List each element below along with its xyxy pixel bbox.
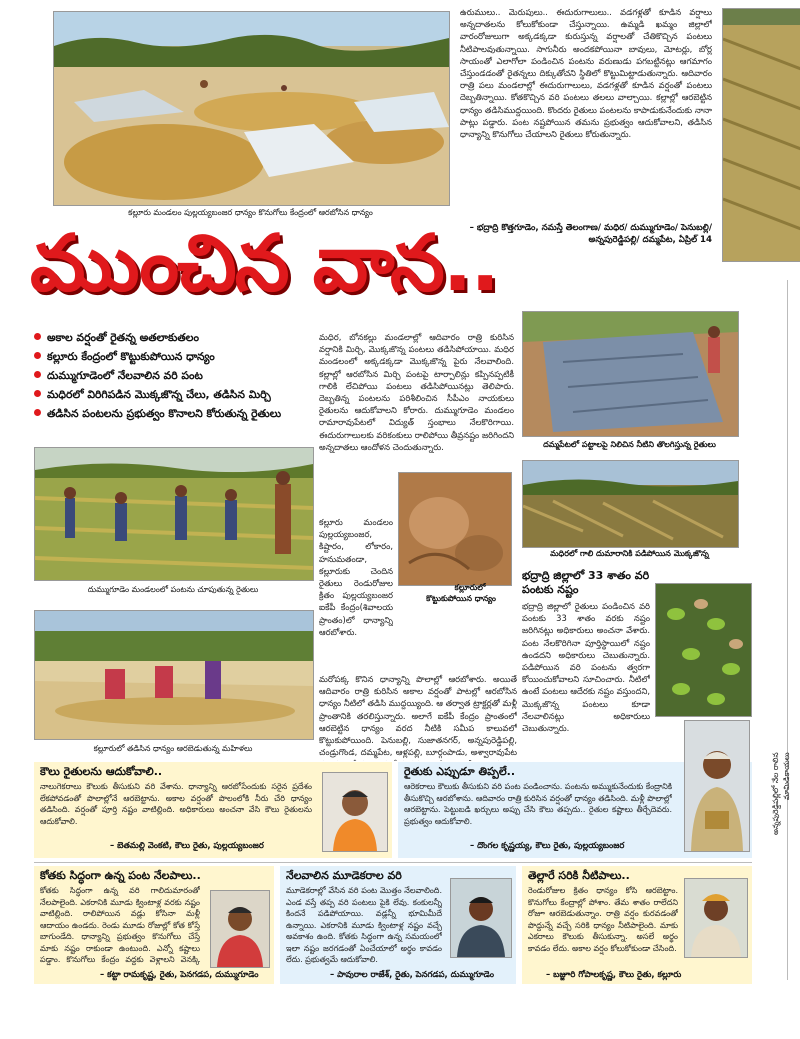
highlight-item <box>34 328 281 347</box>
middle-story-text-b: కల్లూరు మండలం పుల్లయ్యబంజర, కిష్టారం, లోకారం, హనుమతండా, కల్లూరుకు చెందిన రైతులు రెండురోజుల క్రితం పుల్లయ్యబంజర ఐకేపీ కేంద్రం(శివాలయ ప్రాంతం)లో ధాన్యాన్ని ఆరబోశారు. <box>319 517 393 637</box>
highlight-item <box>34 366 281 385</box>
kalluru-grain-photo <box>398 472 512 586</box>
quote-3-text: కోతకు సిద్ధంగా ఉన్న వరి గాలిదుమారంతో నేలపాలైంది. ఎకరానికి మూడు క్వింటాళ్ల వరకు నష్టం వాటిల్లింది. రాలిపోయిన వడ్లు కోసినా మళ్లీ ఆదాయం ఉండదు. రెండు మూడు రోజుల్లో కోత కోస్తే బాగుండేది. ధాన్యాన్ని ప్రభుత్వం కొనుగోలు చేస్తే మాకు నష్టం రాకుండా ఉంటుంది. ఎన్నో కష్టాలు పడ్డాం. కొనుగోలు కేంద్రం వద్దకు వెళ్లాలని వెనక్కి <box>40 886 200 964</box>
bhadradri-title-2: పంటకు నష్టం <box>522 583 579 596</box>
quote-2-portrait <box>684 720 750 852</box>
top-right-crop-photo <box>722 8 800 262</box>
headline: ముంచిన వాన.. <box>30 219 499 309</box>
quote-3-signature: – కట్టా రామకృష్ణ, రైతు, పెనగడప, దుమ్ముగూడెం <box>100 969 259 979</box>
quote-5-portrait <box>684 878 748 958</box>
quote-4-portrait <box>450 878 512 958</box>
quote-2-text: ఆరెకరాలు కౌలుకు తీసుకుని వరి పంట పండించాను. పంటను అమ్ముకునేందుకు కేంద్రానికి తీసుకొచ్చి ఆరబోశాను. ఆదివారం రాత్రి కురిసిన వర్షంతో ధాన్యం తడిసింది. మళ్లీ పొలాల్లో ఆరబెట్టాను. పెట్టుబడి ఖర్చులు అప్పు చేసి కౌలు తప్పదు.. రైతుల కష్టాలు తీర్చేదెవరు. ప్రభుత్వం ఆదుకోవాలి. <box>404 782 672 826</box>
dammapeta-photo <box>522 311 739 437</box>
bullet-icon <box>34 409 41 416</box>
top-story-byline: – భద్రాద్రి కొత్తగూడెం, నమస్తే తెలంగాణ/ మధిర/ దుమ్ముగూడెం/ పెనుబల్లి/అన్నపురెడ్డిపల్లి/ దమ్మపేట, ఏప్రిల్ 14 <box>469 223 712 245</box>
quote-1-portrait <box>322 772 388 852</box>
top-grain-photo <box>53 11 450 206</box>
bullet-icon <box>34 390 41 397</box>
caption-kalluru-grain-2: కొట్టుకుపోయిన ధాన్యం <box>426 594 496 603</box>
quote-5-title: తెల్లారే సరికి నీటిపాలు.. <box>528 869 630 882</box>
bullet-icon <box>34 352 41 359</box>
quote-5-signature: – బజ్జూరి గోపాలకృష్ణ, కౌలు రైతు, కల్లూరు <box>546 969 682 979</box>
highlight-item <box>34 347 281 366</box>
quote-2-title: రైతుకు ఎప్పుడూ తిప్పలే.. <box>404 765 516 778</box>
middle-story-text-c: మరోపక్క కొనిన ధాన్యాన్ని పొలాల్లో ఆరబోశారు. అయితే ఆదివారం రాత్రి కురిసిన అకాల వర్షంతో పాటల్లో ఆరబోసిన ధాన్యం నీటిలో తడిసి ముద్దయ్యింది. ఆ తర్వాత ట్రాక్టర్లతో మళ్లీ ప్రాంతానికి తరలిస్తున్నారు. అలాగే ఐకేపీ కేంద్రం ప్రాంతంలో ఆరబెట్టిన ధాన్యం వరద నీటికి సమీప కాలువలో కొట్టుకుపోయింది. పెనుబల్లి, సుజాతనగర్, అన్నపురెడ్డిపల్లి, చండ్రుగొండ, దమ్మపేట, ఆళ్లపల్లి, బూర్గంపాడు, అశ్వారావుపేట <box>319 674 517 758</box>
quote-4-text: మూడెకరాల్లో వేసిన వరి పంట మొత్తం నేలవాలింది. ఎండ వస్తే తప్ప వరి పంటలు పైకి లేవు. కంకులన్నీ కిందనే పడిపోయాయి. వడ్లన్నీ భూమిమీదే ఉన్నాయి. ఎకరానికి మూడు క్వింటాళ్ల నష్టం వచ్చే అవకాశం ఉంది. కోతకు సిద్ధంగా ఉన్న సమయంలో ఇలా నష్టం జరగడంతో ఏంచేయాలో అర్థం కావడం లేదు. ప్రభుత్వమే ఆదుకోవాలి. <box>286 886 442 964</box>
highlight-text: దుమ్ముగూడెంలో నేలవాలిన వరి పంట <box>47 369 203 382</box>
vertical-caption-1: అన్నపురెడ్డిపల్లిలో నేల రాలిన <box>771 752 780 835</box>
top-story-text: ఉరుములు.. మెరుపులు.. ఈదురుగాలులు.. వడగళ్లతో కూడిన వర్షాలు అన్నదాతలను కోలుకోకుండా చేస్తున్నాయి. ఉమ్మడి ఖమ్మం జిల్లాలో వారంరోజులుగా అక్కడక్కడా కురుస్తున్న వర్షాలతో చేతికొచ్చిన పంటలు నీటిపాలవుతున్నాయి. సాగునీరు అందకపోయినా బావులు, మోటర్లు, బోర్ల సాయంతో ఎలాగోలా పండించిన పంటను వరుణుడు పగబట్టినట్లు ఆగమాగం చేస్తుండడంతో రైతన్నలు దిక్కుతోచని స్థితిలో కొట్టుమిట్టాడుతున్నారు. ఆదివారం రాత్రి పలు మండలాల్లో ఈదురుగాలులు, వడగళ్లతో కూడిన వర్షంతో పంటలు దెబ్బతిన్నాయి. కోతకొచ్చిన వరి పంటలు తలలు వాల్చాయి. కల్లాల్లో ఆరబెట్టిన ధాన్యం తడిసిముద్దయింది. కొందరు రైతులు పంటలను కాపాడుకునేందుకు నానా పాట్లు పడ్డారు. పంట నష్టపోయిన తమను ప్రభుత్వం ఆదుకోవాలని, తడిసిన ధాన్యాన్ని కొనుగోలు చేయాలని రైతులు కోరుతున్నారు. <box>460 7 712 140</box>
highlight-text: తడిసిన పంటలను ప్రభుత్వం కొనాలని కోరుతున్న రైతులు <box>47 407 282 420</box>
vertical-caption-2: మామిడికాయలు <box>782 752 791 800</box>
highlights-list <box>34 328 281 423</box>
mango-photo <box>655 583 752 717</box>
highlight-item <box>34 404 281 423</box>
bottom-section-rule <box>34 862 752 863</box>
middle-story-text-a: మధిర, బోనకల్లు మండలాల్లో ఆదివారం రాత్రి కురిసిన వర్షానికి మిర్చి, మొక్కజొన్న పంటలు తడిసిపోయాయి. మధిర మండలంలో అక్కడక్కడా మొక్కజొన్న పైరు నేలవాలింది. కల్లాల్లో ఆరబోసిన మిర్చి పంటపై టార్పాలిన్లు కప్పినప్పటికీ గాలికి లేచిపోయి పంటలు తడిసిపోయినట్లు తెలిపారు. దెబ్బతిన్న పంటలను పరిశీలించిన సీపీఎం నాయకులు రైతులను ఆదుకోవాలని కోరారు. దుమ్ముగూడెం మండలం రామారావుపేటలో విద్యుత్ స్తంభాలు నేలకొరిగాయి. ఈదురుగాలులకు వరికంకులు రాలిపోయి తీవ్రనష్టం జరిగిందని అన్నదాతలు ఆందోళన చెందుతున్నారు. <box>319 332 514 452</box>
highlight-item <box>34 385 281 404</box>
bhadradri-text: భద్రాద్రి జిల్లాలో రైతులు పండించిన వరి పంటకు 33 శాతం వరకు నష్టం జరిగినట్లు అధికారులు అంచనా వేశారు. పంట నేలకొరిగినా పూర్తిస్థాయిలో నష్టం ఉండదని అధికారులు చెబుతున్నారు. పడిపోయిన వరి పంటను త్వరగా కోయించుకోవాలని సూచించారు. నీటిలో ఉంటే పంటలు ఆదేరకు నష్టం వస్తుందని, మొక్కజొన్న పంటలు కూడా నేలవాలినట్లు అధికారులు చెబుతున్నారు. <box>522 601 650 734</box>
caption-dummugudem: దుమ్ముగూడెం మండలంలో పంటను చూపుతున్న రైతులు <box>87 585 259 594</box>
caption-top-photo: కల్లూరు మండలం పుల్లయ్యబంజర ధాన్యం కొనుగోలు కేంద్రంలో ఆరబోసిన ధాన్యం <box>128 208 373 217</box>
quote-1-text: నాలుగెకరాలు కౌలుకు తీసుకుని వరి వేశాను. ధాన్యాన్ని ఆరబోసేందుకు సరైన ప్రదేశం లేకపోవడంతో పొలాల్లోనే ఆరబెట్టాను. అకాల వర్షంతో పొలంలోకి నీరు చేరి ధాన్యం తడిసింది. వర్షంతో పూర్తి నష్టం వాటిల్లింది. అధికారులు అంచనా వేసి కౌలు రైతులను ఆదుకోవాలి. <box>40 782 312 826</box>
highlight-text: కల్లూరు కేంద్రంలో కొట్టుకుపోయిన ధాన్యం <box>47 350 215 363</box>
caption-kalluru-grain-1: కల్లూరులో <box>454 583 486 592</box>
bhadradri-title-1: భద్రాద్రి జిల్లాలో 33 శాతం వరి <box>522 569 650 582</box>
quote-5-text: రెండురోజుల క్రితం ధాన్యం కోసి ఆరబెట్టాం. కొనుగోలు కేంద్రాల్లో పోశాం. తేమ శాతం రాలేదని రోజూ ఆరబెడుతున్నాం. రాత్రి వర్షం కురవడంతో పొద్దున్నే వచ్చే సరికి ధాన్యం నీటిపాలైంది. మాకు ఎకరాలు కౌలుకు తీసుకున్నా. అసలే అర్థం కావడం లేదు. అకాల వర్షం కోలుకోకుండా చేసింది. <box>528 886 678 953</box>
kalluru-women-photo <box>34 610 314 740</box>
dummugudem-farmers-photo <box>34 447 314 581</box>
quote-3-title: కోతకు సిద్ధంగా ఉన్న పంట నేలపాలు.. <box>40 869 201 882</box>
highlight-text: మధిరలో విరిగిపడిన మొక్కజొన్న చేలు, తడిసిన మిర్చి <box>47 388 271 401</box>
quote-2-signature: – దొంగల కృష్ణయ్య, కౌలు రైతు, పుల్లయ్యబంజర <box>470 840 625 850</box>
quote-1-title: కౌలు రైతులను ఆదుకోవాలి.. <box>40 765 163 778</box>
quote-1-signature: – బెతమల్లి వెంకటి, కౌలు రైతు, పుల్లయ్యబంజర <box>110 840 264 850</box>
quote-3-portrait <box>210 890 270 968</box>
bullet-icon <box>34 371 41 378</box>
highlight-text: అకాల వర్షంతో రైతన్న అతలాకుతలం <box>47 331 199 344</box>
right-column-rule <box>787 280 788 980</box>
caption-kalluru-women: కల్లూరులో తడిసిన ధాన్యం ఆరబెడుతున్న మహిళలు <box>93 744 253 753</box>
quote-4-signature: – పావురాల రాజేశ్, రైతు, పెనగడప, దుమ్ముగూడెం <box>330 969 494 979</box>
bullet-icon <box>34 333 41 340</box>
quote-4-title: నేలవాలిన మూడెకరాల వరి <box>286 869 402 882</box>
madhira-maize-photo <box>522 460 739 548</box>
caption-dammapeta: దమ్మపేటలో పట్టాలపై నిలిచిన నీటిని తొలగిస్తున్న రైతులు <box>543 440 716 449</box>
caption-madhira-maize: మధిరలో గాలి దుమారానికి పడిపోయిన మొక్కజొన్న <box>550 549 709 558</box>
